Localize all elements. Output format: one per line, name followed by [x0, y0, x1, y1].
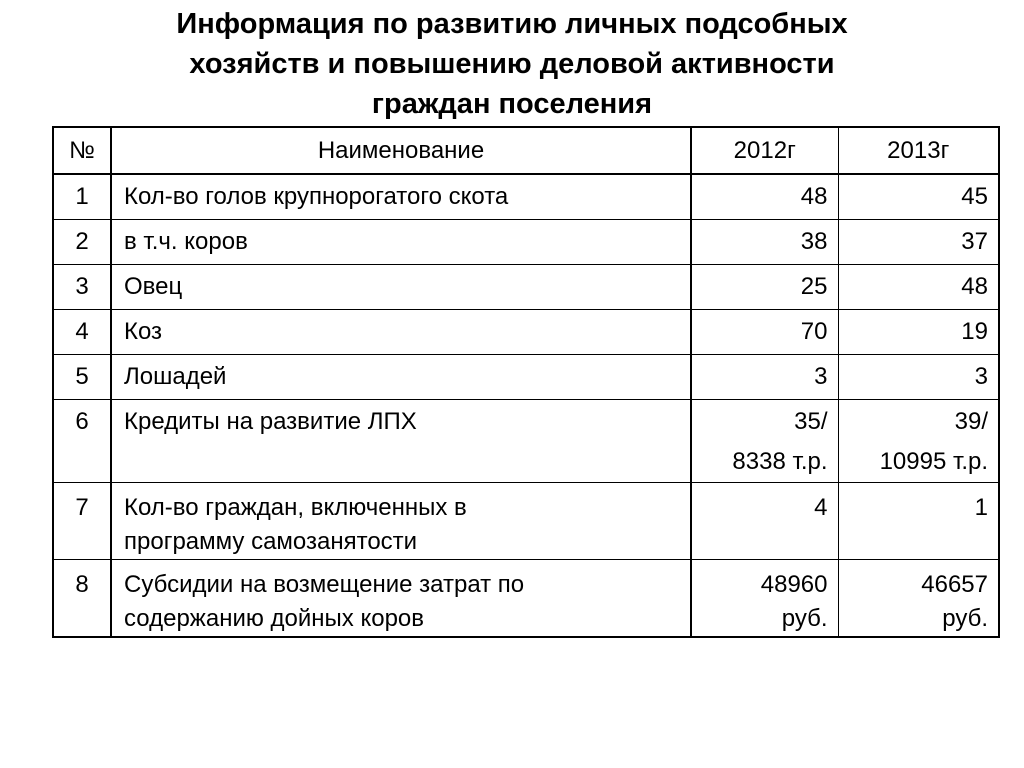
row-number: 4: [53, 310, 111, 355]
table-header: [53, 127, 999, 174]
value-line: 48960: [760, 571, 828, 598]
table-row: [53, 355, 999, 400]
row-name-line: Овец: [124, 273, 183, 300]
row-name-line: Кредиты на развитие ЛПХ: [124, 408, 417, 435]
row-value-2012: [691, 310, 838, 355]
row-value-2013: [838, 310, 999, 355]
header-2013: 2013г: [838, 127, 999, 174]
value-line: 46657: [921, 571, 988, 598]
value-line: 45: [961, 183, 988, 210]
value-line: 25: [800, 273, 828, 300]
table-row: [53, 220, 999, 265]
title-line-2: хозяйств и повышению деловой активности: [189, 48, 835, 80]
row-value-2013: [838, 483, 999, 560]
table-body: [53, 174, 999, 637]
header-name: Наименование: [111, 127, 691, 174]
title-line-3: граждан поселения: [371, 88, 653, 120]
row-name: [111, 310, 691, 355]
value-line: 37: [961, 228, 988, 255]
row-value-2013: [838, 265, 999, 310]
header-row: [53, 127, 999, 174]
row-value-2012: [691, 265, 838, 310]
table-row: [53, 265, 999, 310]
row-name-line: в т.ч. коров: [124, 228, 248, 255]
value-line: 39/: [954, 408, 988, 435]
row-number: 8: [53, 560, 111, 638]
row-number: 3: [53, 265, 111, 310]
row-name: [111, 265, 691, 310]
value-line: 4: [814, 494, 828, 521]
row-value-2013: [838, 174, 999, 220]
row-name-line: содержанию дойных коров: [124, 605, 425, 632]
row-name: [111, 400, 691, 483]
row-number: 7: [53, 483, 111, 560]
row-value-2012: [691, 355, 838, 400]
row-name-line: Субсидии на возмещение затрат по: [124, 571, 525, 598]
row-value-2012: [691, 560, 838, 638]
value-line: 38: [800, 228, 828, 255]
table-row: [53, 310, 999, 355]
row-value-2012: [691, 174, 838, 220]
row-name-line: Кол-во граждан, включенных в: [124, 494, 467, 521]
row-value-2013: [838, 400, 999, 483]
value-line: 10995 т.р.: [879, 448, 988, 475]
table-row: [53, 560, 999, 638]
row-name: [111, 560, 691, 638]
row-name: [111, 220, 691, 265]
row-number: 2: [53, 220, 111, 265]
page-title: [0, 4, 1024, 124]
row-name-line: Кол-во голов крупнорогатого скота: [124, 183, 509, 210]
header-2012: 2012г: [691, 127, 838, 174]
table-row: [53, 174, 999, 220]
row-name: [111, 174, 691, 220]
value-line: 48: [961, 273, 988, 300]
row-name-line: программу самозанятости: [124, 528, 418, 555]
value-line: 1: [974, 494, 988, 521]
livestock-table: [52, 126, 1000, 638]
row-name-line: Лошадей: [124, 363, 227, 390]
row-name-line: Коз: [124, 318, 163, 345]
row-value-2012: [691, 483, 838, 560]
value-line: 19: [961, 318, 988, 345]
value-line: 70: [800, 318, 828, 345]
row-value-2012: [691, 400, 838, 483]
value-line: 48: [800, 183, 828, 210]
row-name: [111, 355, 691, 400]
row-number: 1: [53, 174, 111, 220]
table-row: [53, 483, 999, 560]
row-value-2013: [838, 355, 999, 400]
row-value-2013: [838, 220, 999, 265]
value-line: руб.: [781, 605, 828, 632]
value-line: 8338 т.р.: [732, 448, 828, 475]
row-value-2013: [838, 560, 999, 638]
table-row: [53, 400, 999, 483]
value-line: 35/: [794, 408, 828, 435]
value-line: руб.: [942, 605, 988, 632]
row-number: 5: [53, 355, 111, 400]
title-line-1: Информация по развитию личных подсобных: [176, 8, 848, 40]
row-name: [111, 483, 691, 560]
row-number: 6: [53, 400, 111, 483]
row-value-2012: [691, 220, 838, 265]
header-number: №: [53, 127, 111, 174]
value-line: 3: [814, 363, 828, 390]
value-line: 3: [974, 363, 988, 390]
